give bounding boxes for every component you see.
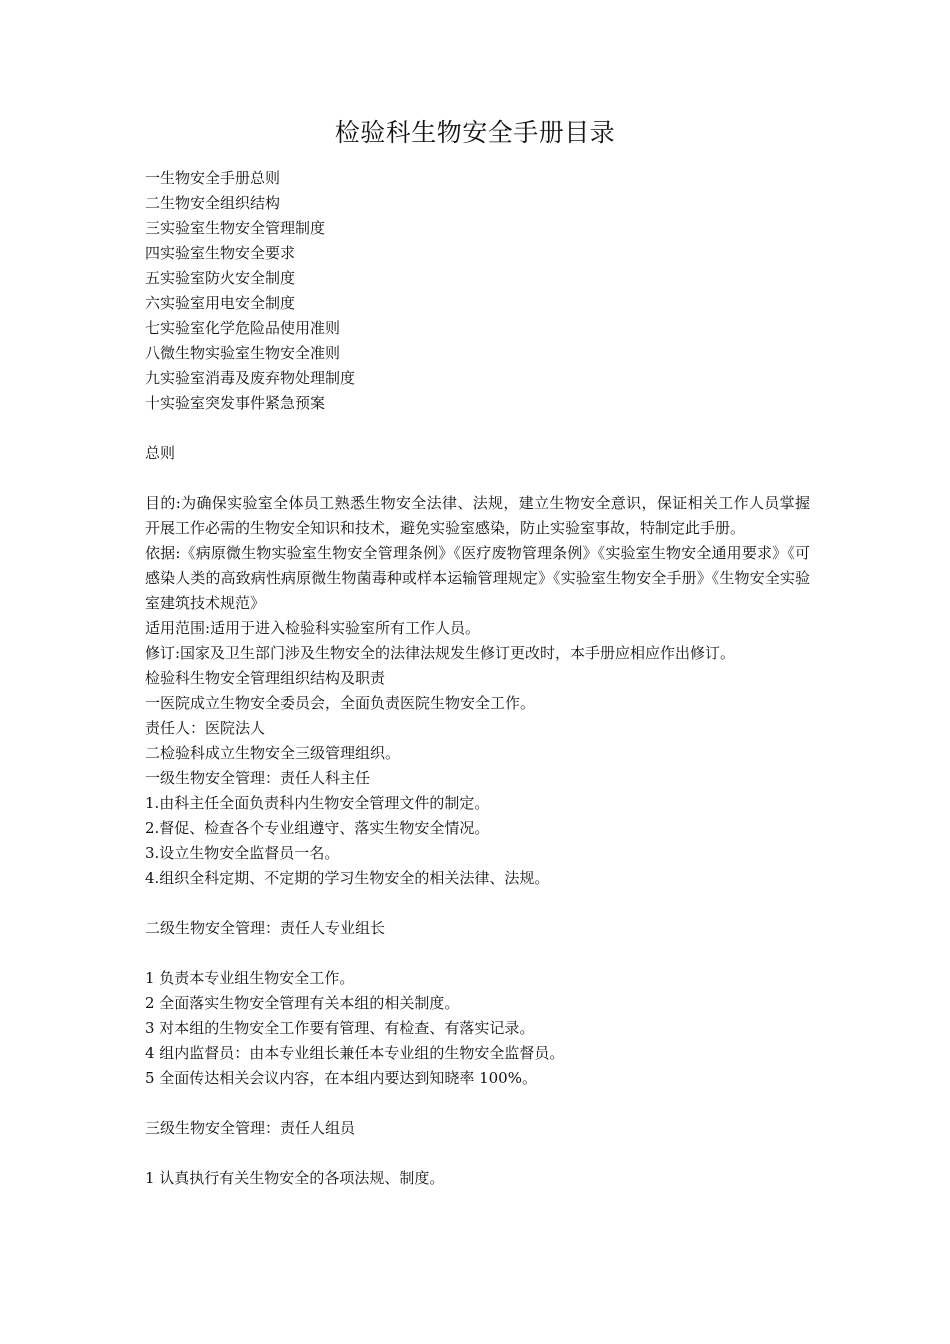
level2-list (145, 966, 810, 1091)
spacer (145, 941, 810, 966)
list-item: 5 全面传达相关会议内容，在本组内要达到知晓率 100%。 (145, 1069, 537, 1087)
list-item: 二检验科成立生物安全三级管理组织。 (145, 744, 401, 762)
list-item: 1.由科主任全面负责科内生物安全管理文件的制定。 (145, 794, 490, 812)
organization-list (145, 691, 810, 891)
list-item: 1 认真执行有关生物安全的各项法规、制度。 (145, 1169, 445, 1187)
table-of-contents (145, 166, 810, 416)
level3-list (145, 1166, 810, 1191)
section-heading-level2: 二级生物安全管理：责任人专业组长 (145, 919, 386, 937)
list-item: 2.督促、检查各个专业组遵守、落实生物安全情况。 (145, 819, 490, 837)
revision-line: 修订:国家及卫生部门涉及生物安全的法律法规发生修订更改时，本手册应相应作出修订。 (145, 644, 736, 662)
section-heading-level3: 三级生物安全管理：责任人组员 (145, 1119, 356, 1137)
purpose-paragraph: 目的:为确保实验室全体员工熟悉生物安全法律、法规，建立生物安全意识，保证相关工作人员掌握开展工作必需的生物安全知识和技术，避免实验室感染，防止实验室事故，特制定此手册。 (145, 494, 810, 537)
list-item: 2 全面落实生物安全管理有关本组的相关制度。 (145, 994, 460, 1012)
list-item: 4 组内监督员：由本专业组长兼任本专业组的生物安全监督员。 (145, 1044, 565, 1062)
scope-line: 适用范围:适用于进入检验科实验室所有工作人员。 (145, 619, 481, 637)
toc-item: 四实验室生物安全要求 (145, 244, 296, 262)
toc-item: 九实验室消毒及废弃物处理制度 (145, 369, 356, 387)
basis-paragraph: 依据:《病原微生物实验室生物安全管理条例》《医疗废物管理条例》《实验室生物安全通用要求》《可感染人类的高致病性病原微生物菌毒种或样本运输管理规定》《实验室生物安全手册》《生物安全实验室建筑技术规范》 (145, 544, 810, 612)
toc-item: 二生物安全组织结构 (145, 194, 281, 212)
spacer (145, 466, 810, 491)
list-item: 4.组织全科定期、不定期的学习生物安全的相关法律、法规。 (145, 869, 550, 887)
spacer (145, 891, 810, 916)
toc-item: 十实验室突发事件紧急预案 (145, 394, 326, 412)
list-item: 一级生物安全管理：责任人科主任 (145, 769, 371, 787)
spacer (145, 1141, 810, 1166)
section-heading-general: 总则 (145, 444, 176, 462)
list-item: 3.设立生物安全监督员一名。 (145, 844, 340, 862)
document-body (145, 166, 810, 1191)
spacer (145, 416, 810, 441)
list-item: 责任人：医院法人 (145, 719, 266, 737)
section-heading-organization: 检验科生物安全管理组织结构及职责 (145, 669, 386, 687)
spacer (145, 1091, 810, 1116)
list-item: 1 负责本专业组生物安全工作。 (145, 969, 355, 987)
toc-item: 五实验室防火安全制度 (145, 269, 296, 287)
list-item: 3 对本组的生物安全工作要有管理、有检查、有落实记录。 (145, 1019, 535, 1037)
toc-item: 六实验室用电安全制度 (145, 294, 296, 312)
toc-item: 八微生物实验室生物安全准则 (145, 344, 341, 362)
toc-item: 七实验室化学危险品使用准则 (145, 319, 341, 337)
toc-item: 三实验室生物安全管理制度 (145, 219, 326, 237)
document-title: 检验科生物安全手册目录 (334, 118, 616, 147)
list-item: 一医院成立生物安全委员会，全面负责医院生物安全工作。 (145, 694, 536, 712)
toc-item: 一生物安全手册总则 (145, 169, 281, 187)
